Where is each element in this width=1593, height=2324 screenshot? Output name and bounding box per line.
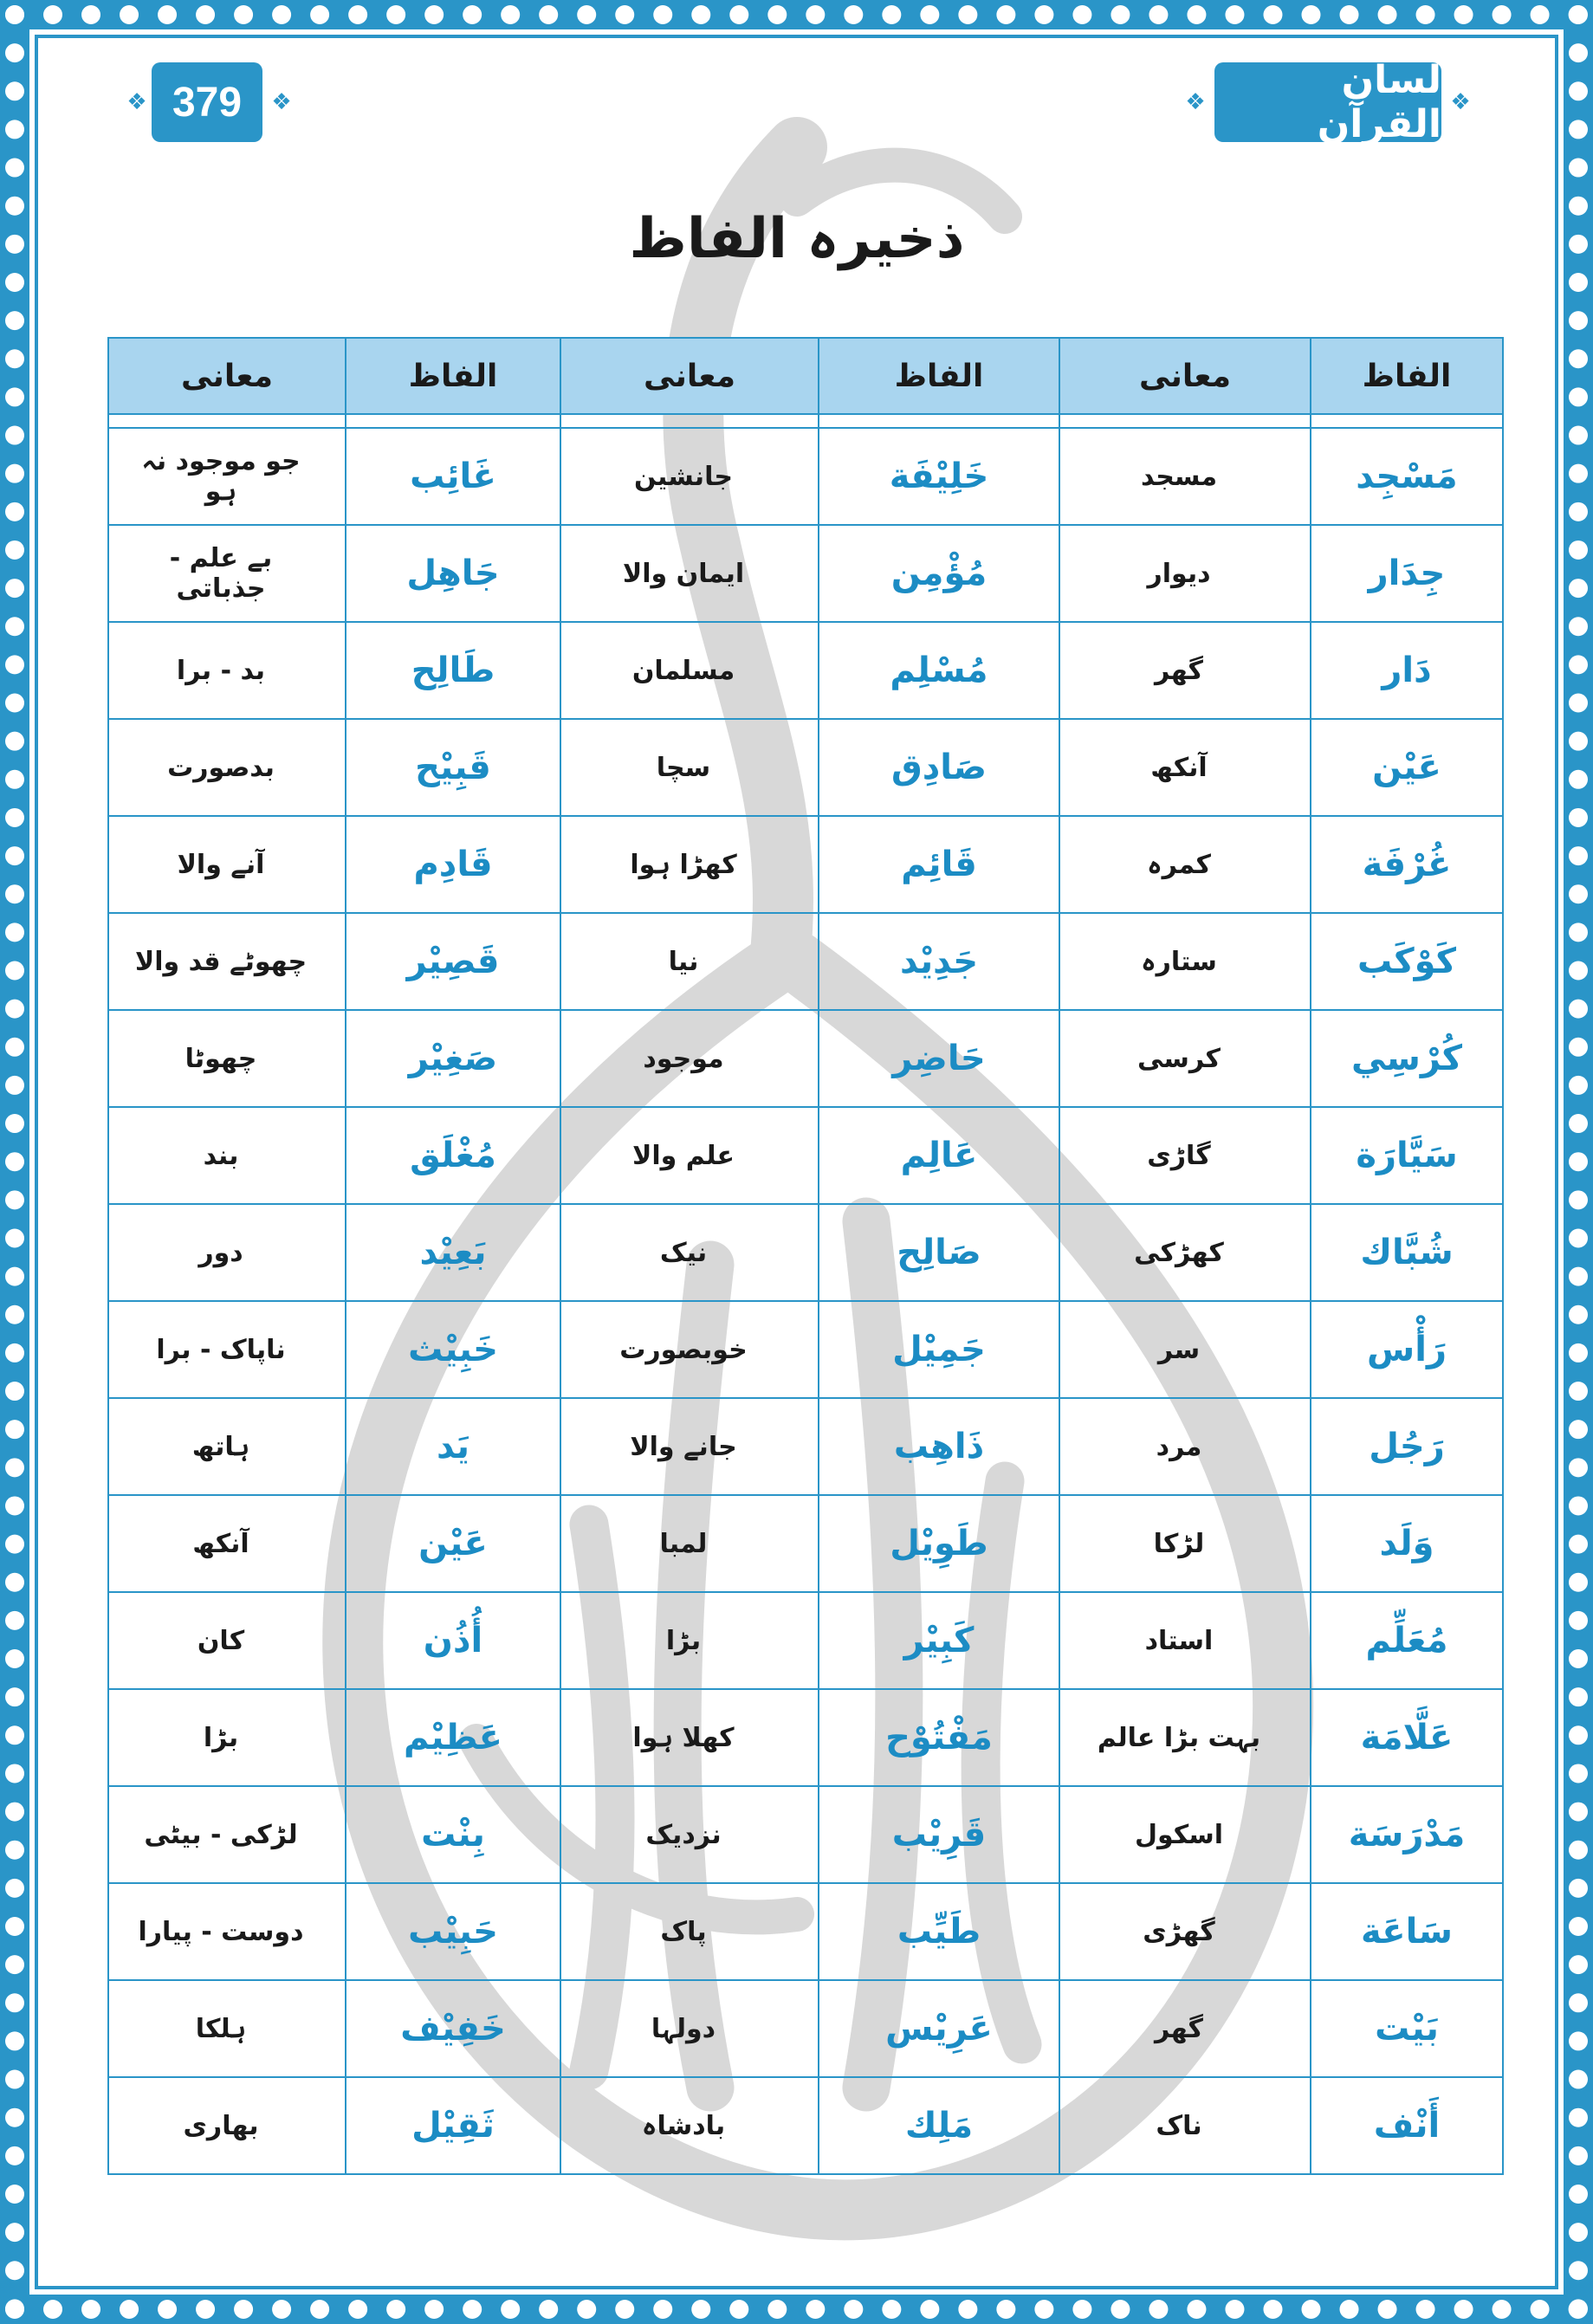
column-header: معانی [560,338,819,414]
table-row [108,1398,1503,1495]
arabic-word: مُعَلِّم [1365,1621,1448,1660]
word-cell [346,1495,560,1592]
meaning-cell [1059,428,1311,525]
word-cell [346,1301,560,1398]
arabic-word: جَدِيْد [899,942,979,981]
word-cell [819,1204,1059,1301]
table-header-row [108,338,1503,414]
arabic-word: جِدَار [1368,553,1446,593]
meaning-cell [560,1883,819,1980]
meaning-cell [560,719,819,816]
page-number: 379 [152,62,262,142]
meaning-cell [1059,622,1311,719]
table-row [108,1010,1503,1107]
table-row [108,816,1503,913]
arabic-word: كَبِيْر [903,1621,975,1660]
urdu-meaning: ستارہ [1141,946,1217,977]
book-title: لسان القرآن [1214,62,1441,142]
word-cell [1311,1010,1503,1107]
urdu-meaning: بھاری [183,2110,259,2141]
word-cell [1311,913,1503,1010]
word-cell [1311,1689,1503,1786]
table-row [108,1786,1503,1883]
arabic-word: مُسْلِم [890,651,988,690]
arabic-word: قَرِيْب [891,1815,987,1855]
word-cell [346,525,560,622]
meaning-cell [560,1786,819,1883]
table-row [108,1301,1503,1398]
arabic-word: غُرْفَة [1362,845,1452,884]
arabic-word: صَالِح [897,1233,981,1272]
word-cell [1311,1495,1503,1592]
urdu-meaning: کرسی [1137,1043,1221,1074]
meaning-cell [560,2077,819,2174]
arabic-word: خَفِيْف [400,2009,506,2049]
arabic-word: غَائِب [410,456,496,496]
meaning-cell [108,816,346,913]
column-header: الفاظ [1311,338,1503,414]
urdu-meaning: بند [203,1140,239,1171]
ornament-left-icon: ❖ [1185,89,1206,115]
meaning-cell [560,1592,819,1689]
urdu-meaning: کان [197,1625,245,1656]
table-row [108,428,1503,525]
meaning-cell [1059,1204,1311,1301]
table-row [108,1204,1503,1301]
table-row [108,622,1503,719]
urdu-meaning: دیوار [1147,558,1211,589]
ornament-right-icon: ❖ [271,89,292,115]
vocabulary-table [107,337,1504,2175]
table-body [108,414,1503,2174]
urdu-meaning: مرد [1156,1431,1202,1462]
meaning-cell [560,622,819,719]
word-cell [346,719,560,816]
meaning-cell [1059,1398,1311,1495]
column-header: الفاظ [346,338,560,414]
urdu-meaning: دولہا [651,2013,716,2044]
word-cell [1311,816,1503,913]
word-cell [819,913,1059,1010]
meaning-cell [560,1495,819,1592]
urdu-meaning: علم والا [632,1140,735,1171]
word-cell [1311,1883,1503,1980]
meaning-cell [1059,1786,1311,1883]
urdu-meaning: نیا [668,946,699,977]
word-cell [1311,525,1503,622]
word-cell [1311,1398,1503,1495]
meaning-cell [560,1010,819,1107]
arabic-word: قَصِيْر [406,942,500,981]
meaning-cell [560,525,819,622]
word-cell [819,1786,1059,1883]
table-spacer-row [108,414,1503,428]
spacer-cell [819,414,1059,428]
meaning-cell [1059,913,1311,1010]
meaning-cell [108,1883,346,1980]
arabic-word: يَد [436,1427,470,1466]
arabic-word: أَنْف [1373,2106,1441,2146]
meaning-cell [108,622,346,719]
meaning-cell [1059,816,1311,913]
spacer-cell [346,414,560,428]
meaning-cell [108,913,346,1010]
meaning-cell [1059,719,1311,816]
table-row [108,913,1503,1010]
arabic-word: خَلِيْفَة [889,456,989,496]
word-cell [1311,1786,1503,1883]
word-cell [346,913,560,1010]
word-cell [819,719,1059,816]
spacer-cell [108,414,346,428]
urdu-meaning: بہت بڑا عالم [1097,1722,1261,1753]
word-cell [1311,428,1503,525]
arabic-word: عَيْن [418,1524,488,1563]
arabic-word: مُؤْمِن [890,553,988,593]
meaning-cell [1059,2077,1311,2174]
table-row [108,1495,1503,1592]
meaning-cell [560,1301,819,1398]
word-cell [346,816,560,913]
arabic-word: دَار [1382,651,1432,690]
arabic-word: سَيَّارَة [1356,1136,1458,1175]
arabic-word: عَيْن [1372,748,1441,787]
urdu-meaning: نیک [659,1237,708,1268]
urdu-meaning: ہاتھ [191,1431,250,1462]
urdu-meaning: بے علم - جذباتی [169,543,273,604]
urdu-meaning: گھر [1155,655,1203,686]
urdu-meaning: چھوٹے قد والا [134,946,308,977]
table-row [108,1980,1503,2077]
arabic-word: بَيْت [1375,2009,1439,2049]
table-row [108,1883,1503,1980]
word-cell [1311,1592,1503,1689]
urdu-meaning: بدصورت [167,752,275,783]
meaning-cell [108,1301,346,1398]
column-header: الفاظ [819,338,1059,414]
urdu-meaning: موجود [643,1043,724,1074]
arabic-word: ذَاهِب [893,1427,985,1466]
word-cell [346,1883,560,1980]
arabic-word: سَاعَة [1361,1912,1453,1952]
arabic-word: وَلَد [1379,1524,1434,1563]
meaning-cell [560,1204,819,1301]
arabic-word: عَلَّامَة [1360,1718,1454,1758]
meaning-cell [108,1786,346,1883]
word-cell [346,1010,560,1107]
page-title: ذخیرہ الفاظ [629,207,965,271]
urdu-meaning: گھڑی [1143,1916,1215,1947]
meaning-cell [1059,1689,1311,1786]
word-cell [1311,622,1503,719]
meaning-cell [108,1592,346,1689]
meaning-cell [108,2077,346,2174]
word-cell [346,2077,560,2174]
meaning-cell [108,1204,346,1301]
arabic-word: بِنْت [421,1815,485,1855]
urdu-meaning: جو موجود نہ ہو [141,446,301,507]
arabic-word: رَأْس [1367,1330,1447,1369]
word-cell [346,1592,560,1689]
arabic-word: مَفْتُوْح [885,1718,993,1758]
table-row [108,2077,1503,2174]
arabic-word: بَعِيْد [419,1233,487,1272]
urdu-meaning: گھر [1155,2013,1203,2044]
urdu-meaning: کھڑا ہوا [630,849,737,880]
urdu-meaning: اسکول [1134,1819,1224,1850]
urdu-meaning: کھلا ہوا [632,1722,735,1753]
table-row [108,525,1503,622]
meaning-cell [1059,1592,1311,1689]
urdu-meaning: کھڑکی [1134,1237,1224,1268]
arabic-word: عَظِيْم [404,1718,502,1758]
meaning-cell [560,816,819,913]
ornament-right-icon: ❖ [1450,89,1471,115]
meaning-cell [108,1495,346,1592]
word-cell [346,1398,560,1495]
meaning-cell [108,1107,346,1204]
urdu-meaning: مسجد [1140,461,1218,492]
urdu-meaning: استاد [1144,1625,1214,1656]
meaning-cell [560,913,819,1010]
urdu-meaning: جانے والا [630,1431,737,1462]
urdu-meaning: بد - برا [176,655,266,686]
arabic-word: قَبِيْح [415,748,491,787]
arabic-word: صَادِق [891,748,987,787]
word-cell [1311,1301,1503,1398]
meaning-cell [560,1980,819,2077]
word-cell [819,2077,1059,2174]
word-cell [819,1398,1059,1495]
word-cell [1311,1107,1503,1204]
arabic-word: قَائِم [901,845,977,884]
arabic-word: ثَقِيْل [411,2106,495,2146]
word-cell [819,1592,1059,1689]
meaning-cell [108,525,346,622]
arabic-word: مَسْجِد [1356,456,1458,496]
word-cell [346,622,560,719]
meaning-cell [1059,1495,1311,1592]
meaning-cell [108,1010,346,1107]
urdu-meaning: کمرہ [1147,849,1211,880]
word-cell [346,1980,560,2077]
urdu-meaning: لڑکی - بیٹی [144,1819,298,1850]
word-cell [819,1980,1059,2077]
arabic-word: كَوْكَب [1357,942,1456,981]
word-cell [819,1301,1059,1398]
word-cell [346,1204,560,1301]
urdu-meaning: سچا [656,752,711,783]
word-cell [1311,1204,1503,1301]
word-cell [346,1786,560,1883]
urdu-meaning: آنکھ [1150,752,1208,783]
meaning-cell [560,1107,819,1204]
word-cell [819,1883,1059,1980]
urdu-meaning: بڑا [665,1625,702,1656]
urdu-meaning: جانشین [634,461,733,492]
arabic-word: خَبِيْث [408,1330,498,1369]
arabic-word: طَيِّب [897,1912,981,1952]
urdu-meaning: چھوٹا [185,1043,257,1074]
meaning-cell [1059,525,1311,622]
table-row [108,1107,1503,1204]
urdu-meaning: دوست - پیارا [138,1916,304,1947]
arabic-word: مَدْرَسَة [1348,1815,1466,1855]
arabic-word: شُبَّاك [1360,1233,1454,1272]
urdu-meaning: ایمان والا [622,558,745,589]
arabic-word: طَوِيْل [890,1524,988,1563]
word-cell [346,1107,560,1204]
spacer-cell [1059,414,1311,428]
word-cell [819,525,1059,622]
arabic-word: طَالِح [411,651,495,690]
urdu-meaning: دور [198,1237,243,1268]
urdu-meaning: گاڑی [1147,1140,1211,1171]
table-row [108,1592,1503,1689]
word-cell [819,622,1059,719]
meaning-cell [1059,1980,1311,2077]
column-header: معانی [1059,338,1311,414]
arabic-word: قَادِم [413,845,493,884]
word-cell [819,428,1059,525]
meaning-cell [560,1398,819,1495]
urdu-meaning: لڑکا [1153,1528,1205,1559]
urdu-meaning: نزدیک [645,1819,722,1850]
word-cell [819,1010,1059,1107]
urdu-meaning: ناپاک - برا [156,1334,286,1365]
arabic-word: كُرْسِي [1351,1039,1462,1078]
arabic-word: حَبِيْب [408,1912,498,1952]
meaning-cell [560,428,819,525]
arabic-word: جَاهِل [406,553,500,593]
arabic-word: حَاضِر [892,1039,986,1078]
word-cell [819,816,1059,913]
meaning-cell [1059,1883,1311,1980]
word-cell [819,1689,1059,1786]
column-header: معانی [108,338,346,414]
urdu-meaning: لمبا [659,1528,708,1559]
meaning-cell [108,1398,346,1495]
meaning-cell [108,719,346,816]
meaning-cell [108,428,346,525]
arabic-word: جَمِيْل [892,1330,986,1369]
urdu-meaning: آنے والا [177,849,265,880]
arabic-word: عَالِم [900,1136,978,1175]
meaning-cell [560,1689,819,1786]
arabic-word: صَغِيْر [408,1039,498,1078]
urdu-meaning: بادشاہ [641,2110,726,2141]
urdu-meaning: مسلمان [631,655,735,686]
ornament-left-icon: ❖ [126,89,147,115]
table-row [108,1689,1503,1786]
arabic-word: مُغْلَق [410,1136,496,1175]
word-cell [1311,719,1503,816]
meaning-cell [1059,1107,1311,1204]
urdu-meaning: پاک [660,1916,707,1947]
word-cell [1311,1980,1503,2077]
arabic-word: أُذُن [423,1621,483,1660]
table-row [108,719,1503,816]
arabic-word: عَرِيْس [885,2009,993,2049]
word-cell [346,1689,560,1786]
arabic-word: مَلِك [904,2106,974,2146]
word-cell [819,1107,1059,1204]
meaning-cell [1059,1010,1311,1107]
word-cell [346,428,560,525]
word-cell [1311,2077,1503,2174]
word-cell [819,1495,1059,1592]
urdu-meaning: ناک [1156,2110,1202,2141]
arabic-word: رَجُل [1369,1427,1445,1466]
meaning-cell [1059,1301,1311,1398]
spacer-cell [1311,414,1503,428]
urdu-meaning: سر [1157,1334,1201,1365]
urdu-meaning: آنکھ [192,1528,249,1559]
urdu-meaning: بڑا [203,1722,239,1753]
spacer-cell [560,414,819,428]
meaning-cell [108,1689,346,1786]
urdu-meaning: ہلکا [195,2013,247,2044]
meaning-cell [108,1980,346,2077]
urdu-meaning: خوبصورت [619,1334,748,1365]
